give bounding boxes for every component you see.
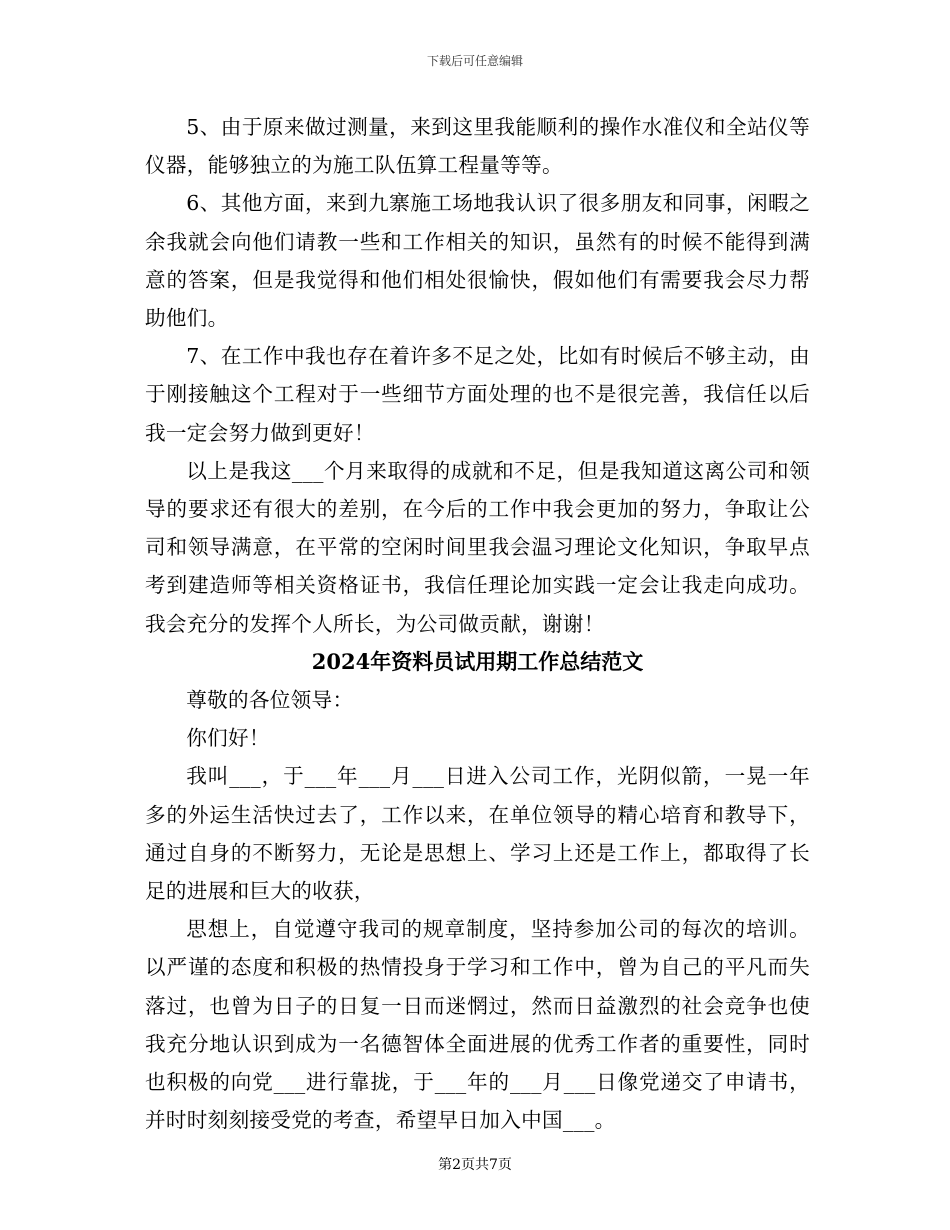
salutation: 尊敬的各位领导：: [186, 688, 354, 713]
paragraph-item-6: 6、其他方面，来到九寨施工场地我认识了很多朋友和同事，闲暇之余我就会向他们请教一些和工作相关的知识，虽然有的时候不能得到满意的答案，但是我觉得和他们相处很愉快，假如他们有需要我会尽力帮助他们。: [145, 191, 810, 331]
document-body: [145, 108, 810, 1139]
document-title: 2024年资料员试用期工作总结范文: [311, 648, 644, 674]
paragraph-item-7: 7、在工作中我也存在着许多不足之处，比如有时候后不够主动，由于刚接触这个工程对于一些细节方面处理的也不是很完善，我信任以后我一定会努力做到更好！: [145, 344, 810, 445]
paragraph-ideology: 思想上，自觉遵守我司的规章制度，坚持参加公司的每次的培训。以严谨的态度和积极的热情投身于学习和工作中，曾为自己的平凡而失落过，也曾为日子的日复一日而迷惘过，然而日益激烈的社会竞争也使我充分地认识到成为一名德智体全面进展的优秀工作者的重要性，同时也积极的向党___进行靠拢，于___年的___月___日像党递交了申请书，并时时刻刻接受党的考查，希望早日加入中国___。: [145, 917, 810, 1133]
download-note: 下载后可任意编辑: [426, 54, 523, 68]
paragraph-conclusion: 以上是我这___个月来取得的成就和不足，但是我知道这离公司和领导的要求还有很大的差别，在今后的工作中我会更加的努力，争取让公司和领导满意，在平常的空闲时间里我会温习理论文化知识，争取早点考到建造师等相关资格证书，我信任理论加实践一定会让我走向成功。我会充分的发挥个人所长，为公司做贡献，谢谢！: [145, 458, 810, 636]
page-number: 第2页共7页: [438, 1157, 512, 1173]
paragraph-item-5: 5、由于原来做过测量，来到这里我能顺利的操作水准仪和全站仪等仪器，能够独立的为施工队伍算工程量等等。: [145, 115, 810, 178]
paragraph-intro: 我叫___，于___年___月___日进入公司工作，光阴似箭，一晃一年多的外运生活快过去了，工作以来，在单位领导的精心培育和教导下，通过自身的不断努力，无论是思想上、学习上还是工作上，都取得了长足的进展和巨大的收获，: [145, 764, 810, 904]
greeting: 你们好！: [186, 726, 270, 751]
